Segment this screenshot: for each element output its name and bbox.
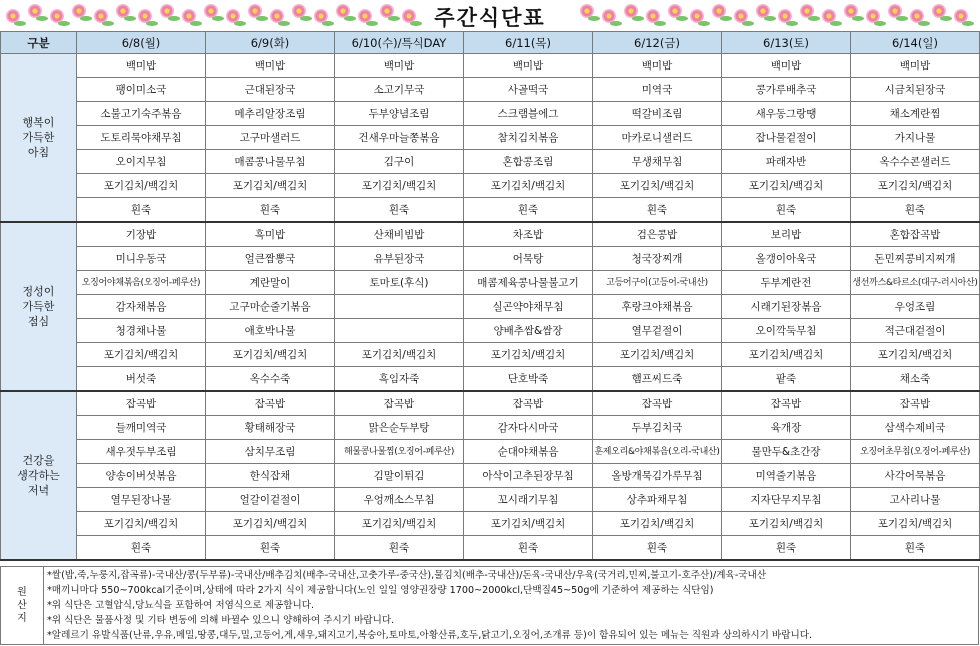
origin-line: *쌀(밥,죽,누룽지,잡곡류)-국내산/콩(두부류)-국내산/배추김치(배추-국내산,고춧가루-중국산),물김치(배추-국내산)/돈육-국내산/우육(국거리,민찌,불고기-호주산)/계육-국내산 [47, 570, 767, 581]
menu-cell: 후랑크야채볶음 [593, 295, 722, 319]
menu-cell: 채소계란찜 [851, 102, 980, 126]
menu-cell: 옥수수죽 [206, 367, 335, 392]
leaf-icon [146, 21, 158, 26]
menu-cell: 백미밥 [335, 54, 464, 78]
header-day: 6/10(수)/특식DAY [335, 32, 464, 54]
menu-cell: 지자단무지무침 [722, 488, 851, 512]
menu-row [1, 488, 980, 512]
menu-cell: 오이지무침 [77, 150, 206, 174]
menu-cell: 백미밥 [851, 54, 980, 78]
menu-cell: 포기김치/백김치 [593, 512, 722, 536]
origin-label [1, 567, 44, 644]
menu-cell: 올갱이아욱국 [722, 247, 851, 271]
origin-line: *매끼니마다 550~700kcal기준이며,상태에 따라 2가지 식이 제공합니다(노인 일일 영양권장량 1700~2000kcl,단백질45~50g에 기준하여 제공하는 식단임) [47, 585, 714, 596]
menu-cell: 백미밥 [77, 54, 206, 78]
menu-cell: 훈제오리&야채볶음(오리-국내산) [593, 440, 722, 464]
menu-cell: 상추파채무침 [593, 488, 722, 512]
menu-cell: 양배추쌈&쌈장 [464, 319, 593, 343]
menu-cell: 미니우동국 [77, 247, 206, 271]
menu-cell: 흰죽 [77, 198, 206, 223]
menu-row [1, 150, 980, 174]
leaf-icon [190, 21, 202, 26]
menu-row [1, 536, 980, 561]
leaf-icon [80, 16, 92, 21]
menu-cell [335, 319, 464, 343]
menu-cell: 떡갈비조림 [593, 102, 722, 126]
menu-cell: 우엉조림 [851, 295, 980, 319]
menu-cell: 포기김치/백김치 [464, 343, 593, 367]
menu-cell: 얼갈이겉절이 [206, 488, 335, 512]
menu-cell: 산채비빔밥 [335, 222, 464, 247]
menu-cell: 새우젓두부조림 [77, 440, 206, 464]
menu-cell: 잡곡밥 [335, 391, 464, 416]
menu-cell: 순대야채볶음 [464, 440, 593, 464]
menu-cell: 고구마샐러드 [206, 126, 335, 150]
menu-cell: 오징어초무침(오징어-페루산) [851, 440, 980, 464]
leaf-icon [102, 21, 114, 26]
menu-cell: 혼합잡곡밥 [851, 222, 980, 247]
menu-row [1, 247, 980, 271]
menu-cell: 콩가루배추국 [722, 78, 851, 102]
leaf-icon [212, 16, 224, 21]
menu-cell: 아삭이고추된장무침 [464, 464, 593, 488]
menu-cell: 포기김치/백김치 [722, 512, 851, 536]
menu-cell: 흰죽 [851, 536, 980, 561]
leaf-icon [124, 16, 136, 21]
menu-cell: 파래자반 [722, 150, 851, 174]
menu-cell: 잡곡밥 [464, 391, 593, 416]
menu-cell: 적근대겉절이 [851, 319, 980, 343]
menu-cell: 두부양념조림 [335, 102, 464, 126]
menu-cell: 건새우마늘쫑볶음 [335, 126, 464, 150]
flower-banner [0, 0, 980, 32]
menu-cell: 삼치무조림 [206, 440, 335, 464]
menu-cell: 물만두&초간장 [722, 440, 851, 464]
menu-cell: 도토리묵야채무침 [77, 126, 206, 150]
leaf-icon [388, 16, 400, 21]
header-day: 6/12(금) [593, 32, 722, 54]
menu-cell: 가지나물 [851, 126, 980, 150]
menu-row [1, 319, 980, 343]
menu-cell: 포기김치/백김치 [77, 174, 206, 198]
menu-cell: 고구마순줄기볶음 [206, 295, 335, 319]
menu-cell: 백미밥 [593, 54, 722, 78]
menu-cell: 들깨미역국 [77, 416, 206, 440]
leaf-icon [808, 16, 820, 21]
menu-cell: 메추리알장조림 [206, 102, 335, 126]
menu-cell: 매콤콩나물무침 [206, 150, 335, 174]
leaf-icon [344, 16, 356, 21]
menu-cell: 팽이미소국 [77, 78, 206, 102]
menu-row [1, 416, 980, 440]
menu-cell: 흰죽 [593, 198, 722, 223]
menu-cell: 양송이버섯볶음 [77, 464, 206, 488]
menu-cell: 흰죽 [206, 536, 335, 561]
menu-row [1, 54, 980, 78]
menu-row [1, 343, 980, 367]
menu-row [1, 271, 980, 295]
leaf-icon [322, 21, 334, 26]
menu-cell: 올방개묵김가루무침 [593, 464, 722, 488]
menu-cell: 감자채볶음 [77, 295, 206, 319]
menu-cell: 청경채나물 [77, 319, 206, 343]
menu-cell: 잡곡밥 [851, 391, 980, 416]
menu-row [1, 512, 980, 536]
menu-cell: 포기김치/백김치 [206, 343, 335, 367]
menu-cell: 흰죽 [464, 536, 593, 561]
menu-cell: 미역줄기볶음 [722, 464, 851, 488]
menu-cell: 사골떡국 [464, 78, 593, 102]
menu-cell: 우엉깨소스무침 [335, 488, 464, 512]
menu-cell: 육개장 [722, 416, 851, 440]
menu-cell: 고등어구이(고등어-국내산) [593, 271, 722, 295]
leaf-icon [58, 21, 70, 26]
menu-cell: 오이깍둑무침 [722, 319, 851, 343]
header-gubun: 구분 [1, 32, 77, 54]
menu-row [1, 78, 980, 102]
menu-cell: 김구이 [335, 150, 464, 174]
menu-cell: 흰죽 [335, 198, 464, 223]
menu-cell: 포기김치/백김치 [335, 174, 464, 198]
menu-cell: 사각어묵볶음 [851, 464, 980, 488]
leaf-icon [366, 21, 378, 26]
menu-row [1, 126, 980, 150]
menu-cell: 애호박나물 [206, 319, 335, 343]
leaf-icon [654, 21, 666, 26]
menu-cell: 잡곡밥 [206, 391, 335, 416]
origin-lines [47, 568, 974, 643]
menu-table [0, 31, 980, 561]
header-day: 6/14(일) [851, 32, 980, 54]
menu-cell: 참치김치볶음 [464, 126, 593, 150]
menu-cell: 잡나물겉절이 [722, 126, 851, 150]
origin-line: *위 식단은 물품사정 및 기타 변동에 의해 바뀔수 있으니 양해하여 주시기 바랍니다. [47, 615, 395, 626]
menu-cell: 보리밥 [722, 222, 851, 247]
menu-cell: 토마토(후식) [335, 271, 464, 295]
leaf-icon [940, 16, 952, 21]
menu-row [1, 367, 980, 392]
menu-cell: 시금치된장국 [851, 78, 980, 102]
menu-cell: 포기김치/백김치 [206, 174, 335, 198]
header-day: 6/11(목) [464, 32, 593, 54]
menu-row [1, 464, 980, 488]
meal-label: 정성이 가득한 점심 [1, 222, 77, 391]
page-title: 주간식단표 [434, 6, 546, 30]
menu-cell: 흑미밥 [206, 222, 335, 247]
menu-cell: 시래기된장볶음 [722, 295, 851, 319]
menu-cell: 두부김치국 [593, 416, 722, 440]
leaf-icon [14, 21, 26, 26]
menu-cell: 흑임자죽 [335, 367, 464, 392]
menu-cell: 해물콩나물찜(오징어-페루산) [335, 440, 464, 464]
menu-cell: 한식잡채 [206, 464, 335, 488]
leaf-icon [764, 16, 776, 21]
menu-cell: 포기김치/백김치 [464, 512, 593, 536]
menu-cell: 스크램블에그 [464, 102, 593, 126]
menu-cell: 버섯죽 [77, 367, 206, 392]
leaf-icon [698, 21, 710, 26]
menu-cell: 포기김치/백김치 [77, 512, 206, 536]
menu-cell: 어묵탕 [464, 247, 593, 271]
leaf-icon [962, 21, 974, 26]
leaf-icon [720, 16, 732, 21]
menu-row [1, 198, 980, 223]
menu-cell: 김말이튀김 [335, 464, 464, 488]
menu-cell: 백미밥 [722, 54, 851, 78]
leaf-icon [852, 16, 864, 21]
menu-cell: 옥수수콘샐러드 [851, 150, 980, 174]
leaf-icon [742, 21, 754, 26]
menu-cell: 실곤약야채무침 [464, 295, 593, 319]
leaf-icon [588, 16, 600, 21]
leaf-icon [632, 16, 644, 21]
menu-cell: 청국장찌개 [593, 247, 722, 271]
menu-row [1, 102, 980, 126]
leaf-icon [896, 16, 908, 21]
menu-cell: 포기김치/백김치 [722, 343, 851, 367]
origin-label-text: 원산지 [17, 587, 27, 624]
menu-cell: 포기김치/백김치 [335, 343, 464, 367]
menu-cell: 포기김치/백김치 [593, 343, 722, 367]
menu-cell: 흰죽 [464, 198, 593, 223]
menu-cell: 포기김치/백김치 [722, 174, 851, 198]
menu-row [1, 295, 980, 319]
menu-cell: 유부된장국 [335, 247, 464, 271]
menu-cell: 삼색수제비국 [851, 416, 980, 440]
origin-notes [0, 566, 979, 645]
menu-cell: 꼬시래기무침 [464, 488, 593, 512]
menu-cell: 계란말이 [206, 271, 335, 295]
menu-cell: 두부계란전 [722, 271, 851, 295]
menu-cell: 열무겉절이 [593, 319, 722, 343]
menu-cell: 포기김치/백김치 [851, 174, 980, 198]
meal-label: 건강을 생각하는 저녁 [1, 391, 77, 560]
menu-cell: 포기김치/백김치 [464, 174, 593, 198]
menu-cell: 감자다시마국 [464, 416, 593, 440]
menu-cell: 흰죽 [851, 198, 980, 223]
menu-cell [335, 295, 464, 319]
menu-cell: 백미밥 [464, 54, 593, 78]
menu-cell: 흰죽 [722, 198, 851, 223]
menu-cell: 생선까스&타르소(대구-러시아산) [851, 271, 980, 295]
menu-cell: 잡곡밥 [77, 391, 206, 416]
leaf-icon [874, 21, 886, 26]
menu-cell: 열무된장나물 [77, 488, 206, 512]
menu-cell: 햄프씨드죽 [593, 367, 722, 392]
menu-cell: 마카로니샐러드 [593, 126, 722, 150]
header-day: 6/9(화) [206, 32, 335, 54]
menu-cell: 혼합콩조림 [464, 150, 593, 174]
menu-row [1, 440, 980, 464]
leaf-icon [918, 21, 930, 26]
menu-cell: 포기김치/백김치 [77, 343, 206, 367]
menu-cell: 잡곡밥 [593, 391, 722, 416]
menu-cell: 기장밥 [77, 222, 206, 247]
header-day: 6/13(토) [722, 32, 851, 54]
leaf-icon [610, 21, 622, 26]
menu-cell: 무생채무침 [593, 150, 722, 174]
menu-cell: 흰죽 [593, 536, 722, 561]
leaf-icon [410, 21, 422, 26]
menu-cell: 팥죽 [722, 367, 851, 392]
menu-row [1, 391, 980, 416]
leaf-icon [300, 16, 312, 21]
header-day: 6/8(월) [77, 32, 206, 54]
leaf-icon [256, 16, 268, 21]
menu-cell: 검은콩밥 [593, 222, 722, 247]
menu-cell: 근대된장국 [206, 78, 335, 102]
leaf-icon [168, 16, 180, 21]
menu-cell: 매콤제육콩나물불고기 [464, 271, 593, 295]
menu-cell: 소고기무국 [335, 78, 464, 102]
meal-label: 행복이 가득한 아침 [1, 54, 77, 223]
menu-cell: 포기김치/백김치 [206, 512, 335, 536]
menu-cell: 고사리나물 [851, 488, 980, 512]
menu-cell: 포기김치/백김치 [851, 343, 980, 367]
menu-cell: 미역국 [593, 78, 722, 102]
menu-cell: 백미밥 [206, 54, 335, 78]
menu-row [1, 174, 980, 198]
origin-line: *위 식단은 고혈압식,당뇨식을 포함하여 저염식으로 제공합니다. [47, 600, 315, 611]
leaf-icon [676, 16, 688, 21]
menu-cell: 채소죽 [851, 367, 980, 392]
menu-cell: 흰죽 [722, 536, 851, 561]
origin-line: *알레르기 유발식품(난류,우유,메밀,땅콩,대두,밀,고등어,게,새우,돼지고기,복숭아,토마토,아황산류,호두,닭고기,오징어,조개류 등)이 함유되어 있는 메뉴는 직원과 상의하시기 바랍니다. [47, 630, 813, 641]
menu-row [1, 222, 980, 247]
menu-cell: 잡곡밥 [722, 391, 851, 416]
menu-cell: 포기김치/백김치 [335, 512, 464, 536]
menu-cell: 얼큰짬뽕국 [206, 247, 335, 271]
menu-cell: 포기김치/백김치 [851, 512, 980, 536]
menu-cell: 맑은순두부탕 [335, 416, 464, 440]
menu-cell: 차조밥 [464, 222, 593, 247]
menu-cell: 돈민찌콩비지찌개 [851, 247, 980, 271]
menu-cell: 소불고기숙주볶음 [77, 102, 206, 126]
menu-cell: 흰죽 [206, 198, 335, 223]
leaf-icon [830, 21, 842, 26]
header-row [1, 32, 980, 54]
menu-cell: 흰죽 [77, 536, 206, 561]
menu-cell: 흰죽 [335, 536, 464, 561]
menu-cell: 단호박죽 [464, 367, 593, 392]
leaf-icon [278, 21, 290, 26]
menu-cell: 새우동그랑땡 [722, 102, 851, 126]
leaf-icon [36, 16, 48, 21]
leaf-icon [234, 21, 246, 26]
menu-cell: 황태해장국 [206, 416, 335, 440]
menu-cell: 포기김치/백김치 [593, 174, 722, 198]
menu-cell: 오징어야채볶음(오징어-페루산) [77, 271, 206, 295]
leaf-icon [786, 21, 798, 26]
